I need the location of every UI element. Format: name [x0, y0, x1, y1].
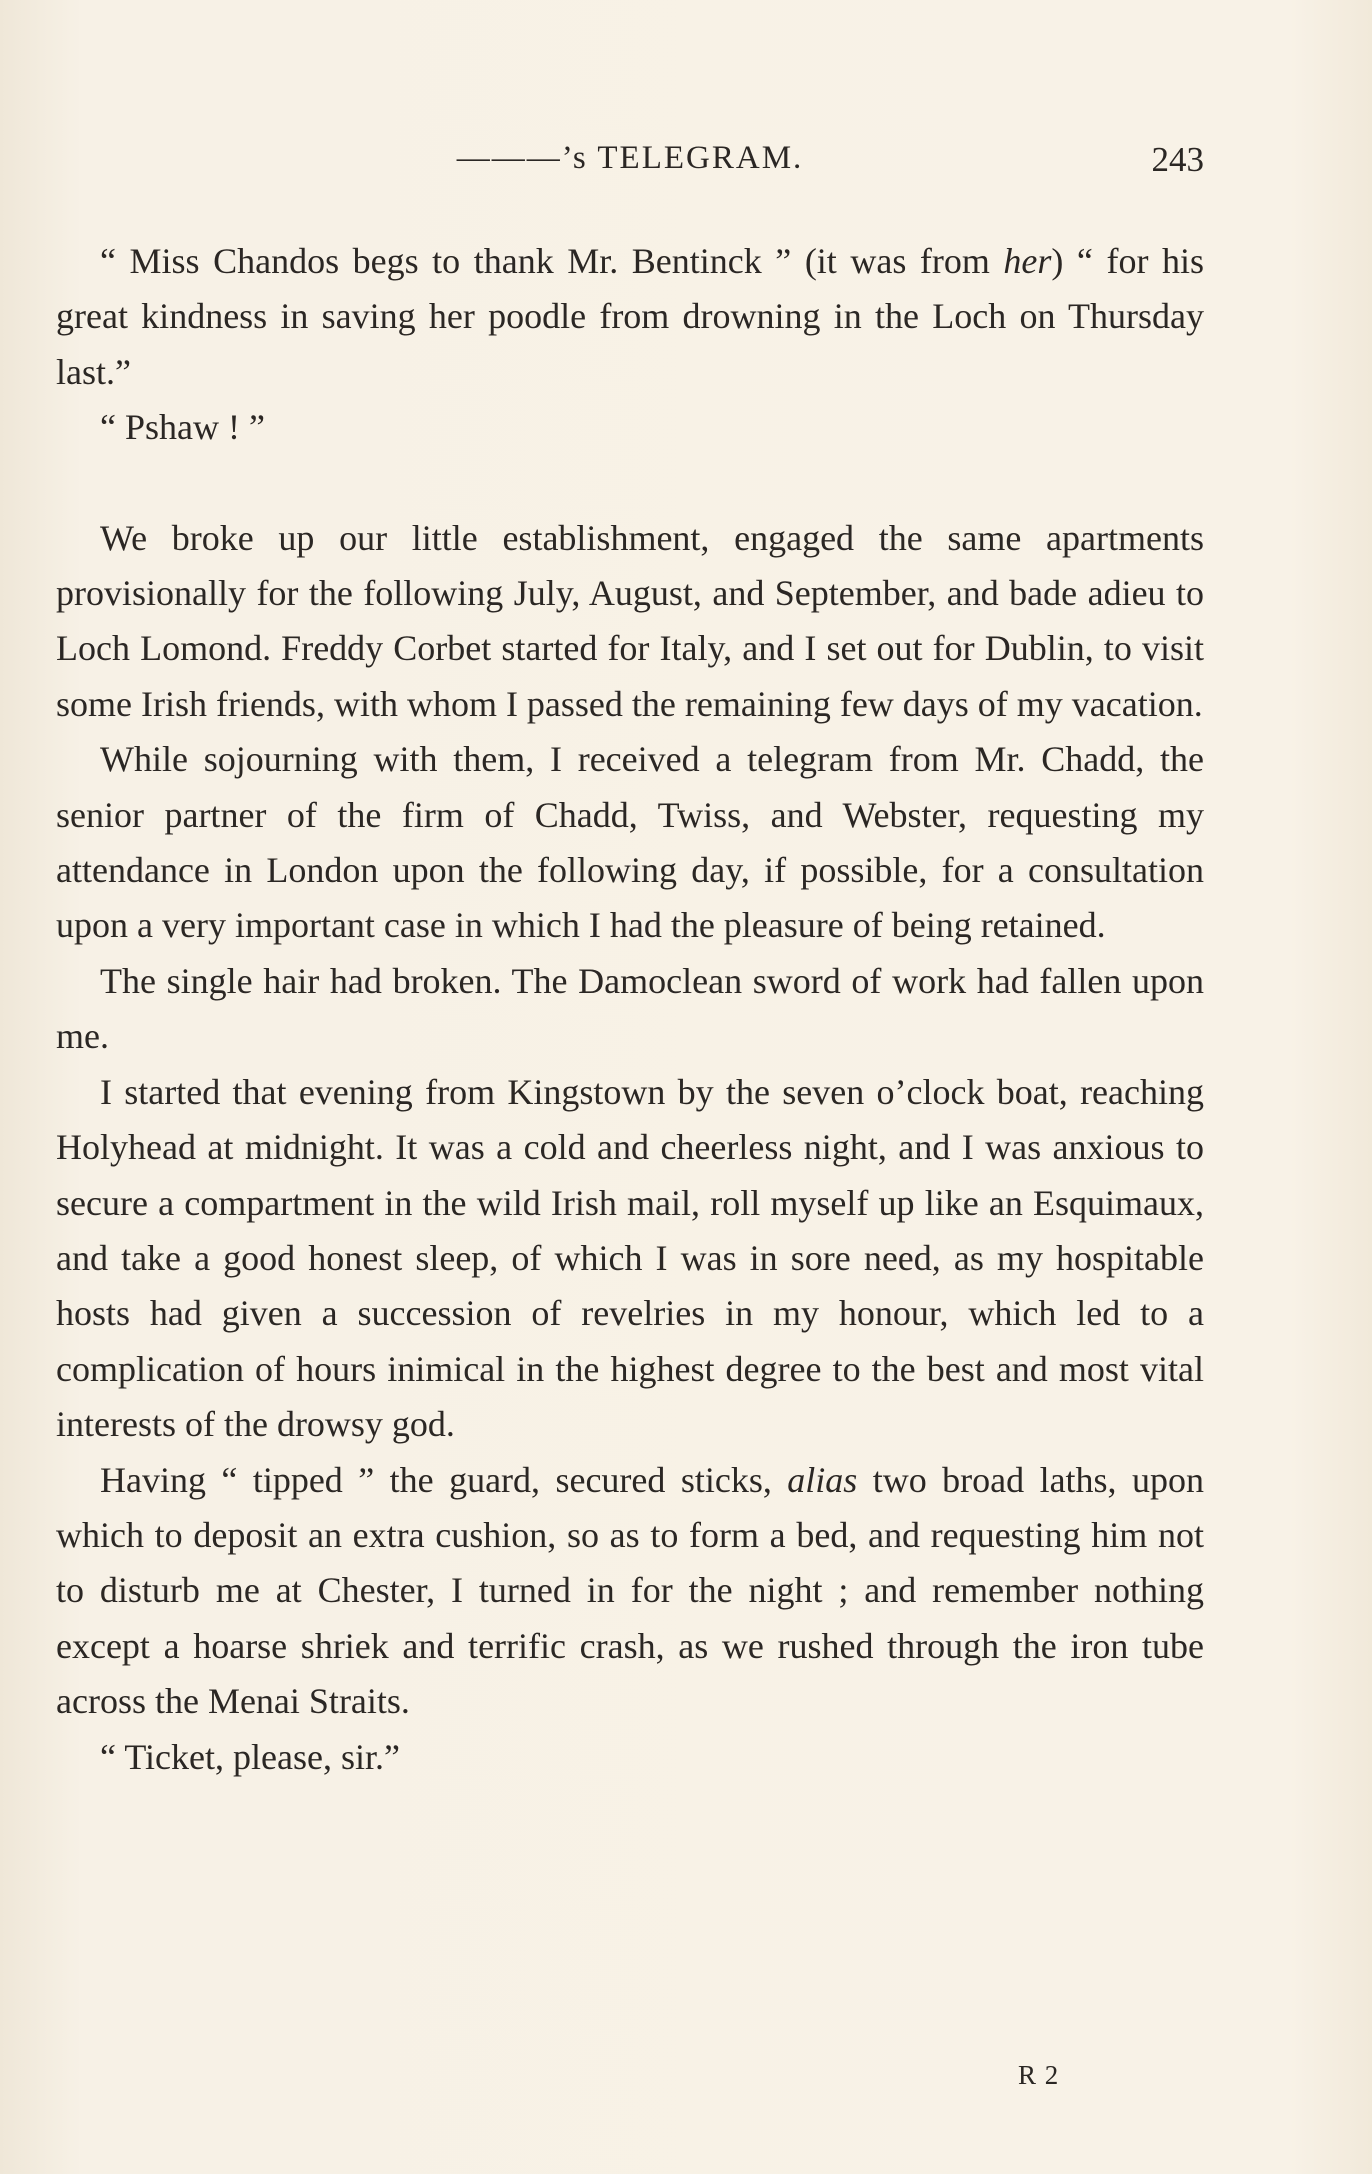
paragraph-kingstown: I started that evening from Kingstown by the seven o’clock boat, reaching Holyhead at midnight. It was a cold and cheerless night, and I was anxious to secure a compartment in the wild Irish mail, roll myself up like an Esquimaux, and take a good honest sleep, of which I was in sore need, as my hospitable hosts had given a succession of revelries in my honour, which led to a complication of hours inimical in the highest degree to the best and most vital interests of the drowsy god.: [56, 1071, 1204, 1445]
letter-text-part-1: “ Miss Chandos begs to thank Mr. Bentinck ” (it was from: [100, 241, 1004, 281]
running-title: ———’s TELEGRAM.: [456, 140, 804, 176]
paragraph-broke-up: We broke up our little establishment, engaged the same apartments provisionally for the following July, August, and September, and bade adieu to Loch Lomond. Freddy Corbet started for Italy, and I set out for Dublin, to visit some Irish friends, with whom I passed the remaining few days of my vacation.: [56, 517, 1204, 724]
paragraph-sojourning: While sojourning with them, I received a telegram from Mr. Chadd, the senior partner of the firm of Chadd, Twiss, and Webster, requesting my attendance in London upon the following day, if possible, for a consultation upon a very important case in which I had the pleasure of being retained.: [56, 739, 1204, 946]
paragraph-single-hair: The single hair had broken. The Damoclean sword of work had fallen upon me.: [56, 960, 1204, 1057]
paragraph-pshaw: “ Pshaw ! ”: [100, 407, 265, 448]
page-number: 243: [1151, 140, 1204, 179]
tipped-emphasis-alias: alias: [787, 1459, 858, 1500]
paragraph-letter: [56, 234, 1204, 400]
paragraph-tipped-guard: [56, 1453, 1204, 1730]
tipped-text-part-2: two broad laths, upon which to deposit an extra cushion, so as to form a bed, and requesting him not to disturb me at Chester, I turned in for the night ; and remember nothing except a hoarse shriek and terrific crash, as we rushed through the iron tube across the Menai Straits.: [56, 1459, 1204, 1722]
running-head: [56, 140, 1204, 190]
letter-emphasis-her: her: [1003, 241, 1052, 281]
paragraph-ticket: “ Ticket, please, sir.”: [100, 1736, 400, 1777]
body-text: [56, 234, 1204, 1785]
letter-text-part-2: ) “ for his great kindness in saving her poodle from drowning in the Loch on Thursday last.”: [56, 241, 1204, 392]
tipped-text-part-1: Having “ tipped ” the guard, secured sticks,: [100, 1459, 788, 1500]
signature-mark: R 2: [1018, 2060, 1060, 2090]
